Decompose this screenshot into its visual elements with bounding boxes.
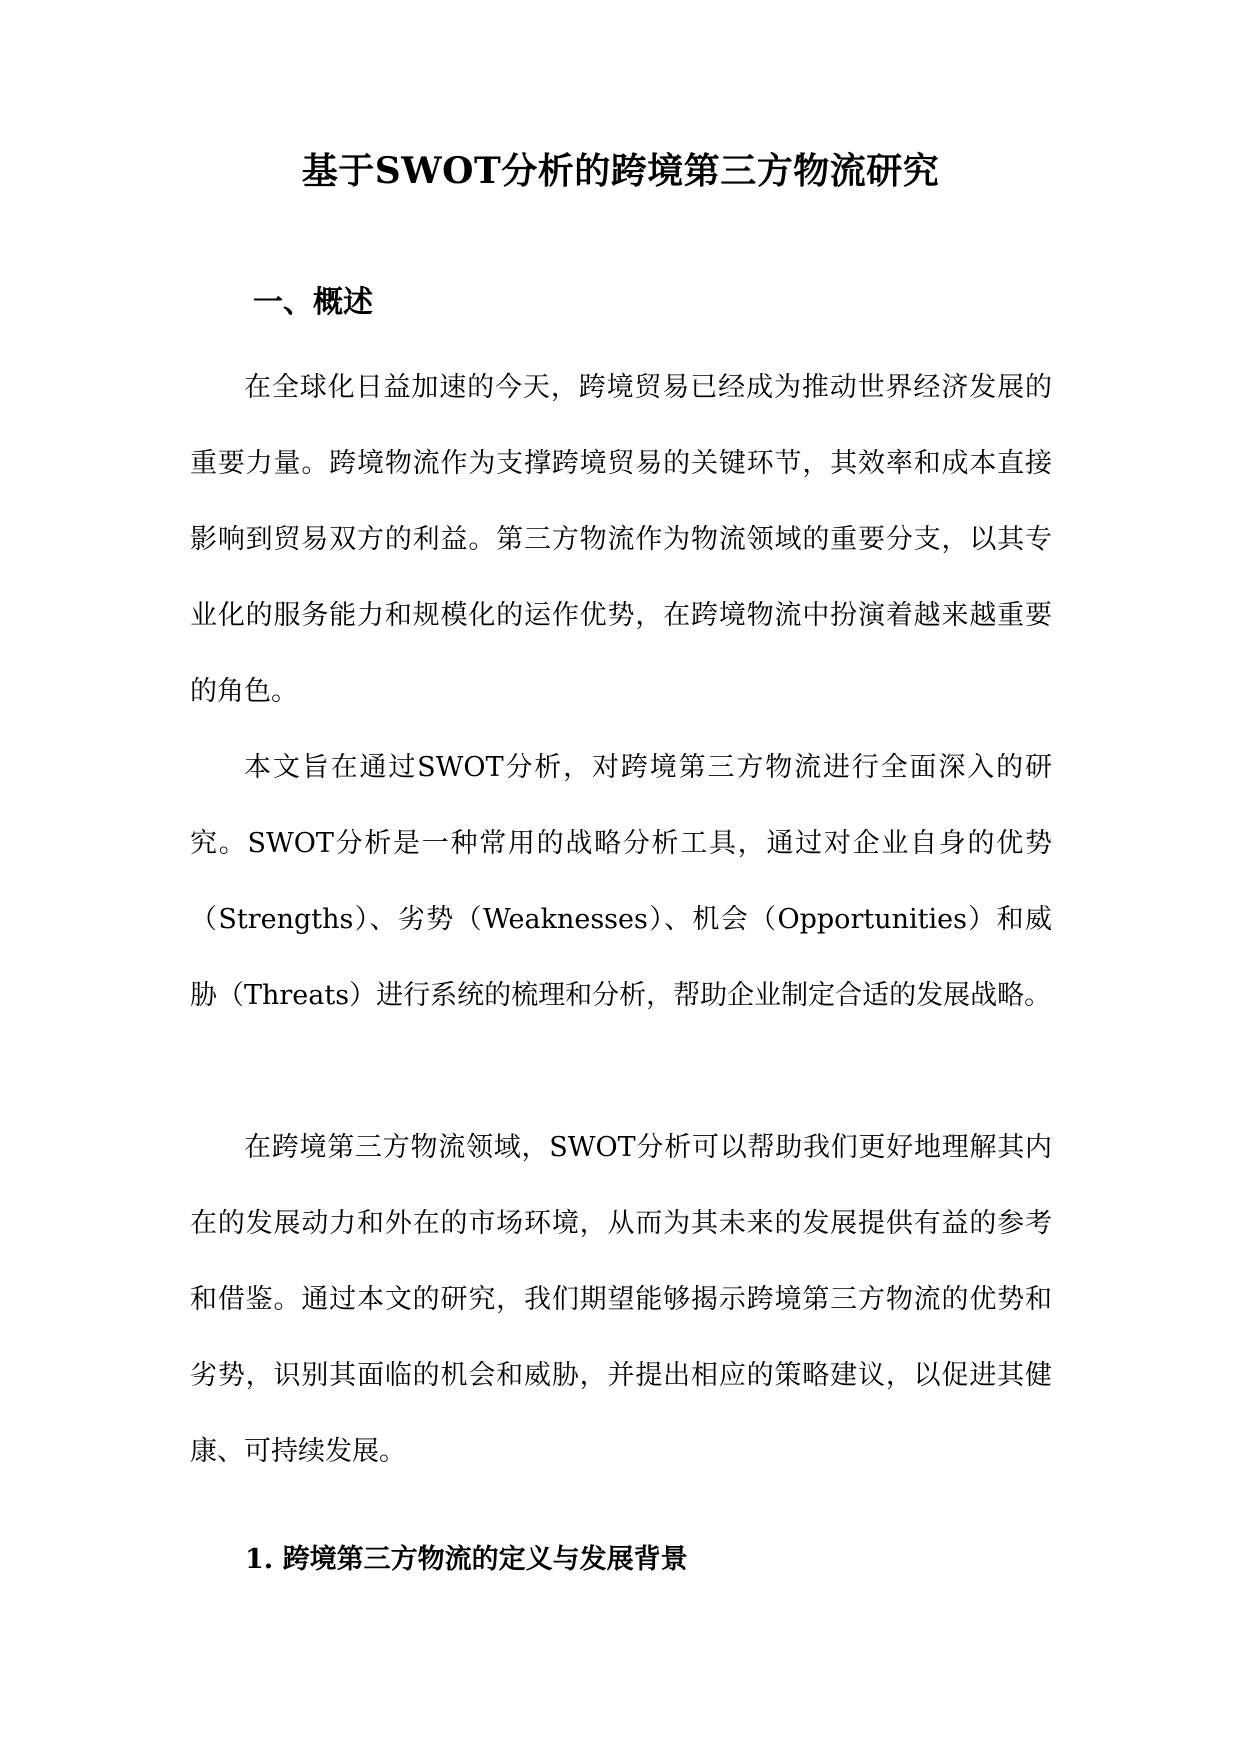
section-heading: 一、概述 xyxy=(253,285,373,320)
paragraph-2: 本文旨在通过SWOT分析，对跨境第三方物流进行全面深入的研究。SWOT分析是一种常用的战略分析工具，通过对企业自身的优势（Strengths）、劣势（Weaknesses）、机会（Opportunities）和威胁（Threats）进行系统的梳理和分析，帮助企业制定合适的发展战略。 xyxy=(190,752,1052,1011)
document-title: 基于SWOT分析的跨境第三方物流研究 xyxy=(301,150,940,192)
paragraph-3: 在跨境第三方物流领域，SWOT分析可以帮助我们更好地理解其内在的发展动力和外在的市场环境，从而为其未来的发展提供有益的参考和借鉴。通过本文的研究，我们期望能够揭示跨境第三方物流的优势和劣势，识别其面临的机会和威胁，并提出相应的策略建议，以促进其健康、可持续发展。 xyxy=(190,1132,1052,1467)
subsection-heading: 1. 跨境第三方物流的定义与发展背景 xyxy=(245,1544,688,1575)
paragraph-1: 在全球化日益加速的今天，跨境贸易已经成为推动世界经济发展的重要力量。跨境物流作为支撑跨境贸易的关键环节，其效率和成本直接影响到贸易双方的利益。第三方物流作为物流领域的重要分支，以其专业化的服务能力和规模化的运作优势，在跨境物流中扮演着越来越重要的角色。 xyxy=(190,372,1052,707)
